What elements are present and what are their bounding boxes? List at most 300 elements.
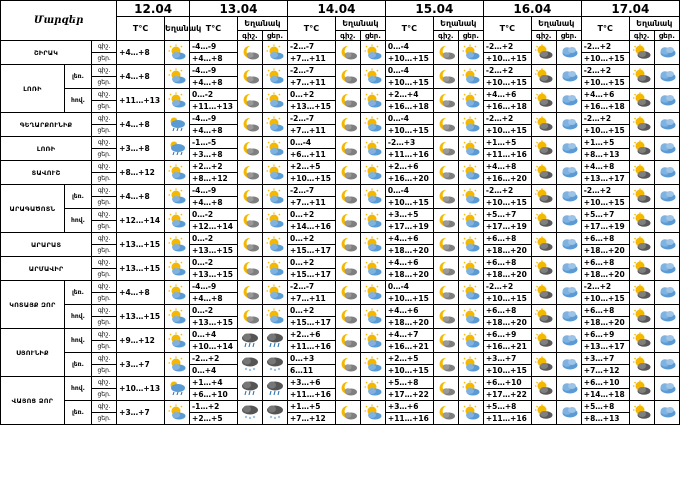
moon-cloudy-icon — [237, 209, 262, 233]
sunny-cloudy-icon — [165, 353, 190, 377]
temp-night: +2…+5 — [287, 161, 335, 173]
date-col-1: 12.04 — [117, 1, 190, 17]
sunny-cloudy-icon — [458, 209, 483, 233]
night-label: գիշ. — [92, 209, 117, 221]
cloudy-icon — [654, 185, 679, 209]
temp-night: 0…-4 — [385, 65, 433, 77]
temp-day: +13…+15 — [190, 317, 238, 329]
temp-night: -2…+2 — [581, 281, 629, 293]
temp-day: +18…+20 — [385, 269, 433, 281]
temp-night: +4…+7 — [385, 329, 433, 341]
temp-night: +4…+6 — [385, 305, 433, 317]
date-col-6: 17.04 — [581, 1, 679, 17]
cloudy-icon — [556, 401, 581, 425]
region-name: ԼՈՌԻ — [1, 65, 65, 113]
temp-night: -2…-7 — [287, 65, 335, 77]
temp-value: +13…+15 — [117, 305, 165, 329]
sunny-dark-cloud-icon — [531, 257, 556, 281]
day-label: ցեր. — [92, 173, 117, 185]
night-label: գիշ. — [92, 161, 117, 173]
night-label: գիշ. — [92, 113, 117, 125]
temp-night: -2…+2 — [581, 185, 629, 197]
cloudy-icon — [654, 377, 679, 401]
temp-day: +15…+17 — [287, 269, 335, 281]
moon-cloudy-icon — [237, 161, 262, 185]
temp-day: +15…+17 — [287, 317, 335, 329]
temp-day: +16…+21 — [483, 341, 531, 353]
cloudy-icon — [556, 65, 581, 89]
sunny-cloudy-icon — [165, 281, 190, 305]
sunny-cloudy-icon — [360, 401, 385, 425]
temp-day: +7…+11 — [287, 53, 335, 65]
region-name: ԱՐԱԳԱԾՈՏՆ — [1, 185, 65, 233]
temp-day: +14…+18 — [581, 389, 629, 401]
sunny-dark-cloud-icon — [629, 281, 654, 305]
temp-value: +10…+13 — [117, 377, 165, 401]
temp-night: +2…+6 — [287, 329, 335, 341]
cloudy-icon — [556, 305, 581, 329]
temp-day: +10…+15 — [483, 197, 531, 209]
temp-day: +10…+15 — [581, 53, 629, 65]
sunny-cloudy-icon — [360, 377, 385, 401]
sunny-cloudy-icon — [165, 209, 190, 233]
temp-day: +18…+20 — [385, 317, 433, 329]
temp-day: +10…+15 — [385, 53, 433, 65]
temp-night: +2…+2 — [190, 161, 238, 173]
temp-night: +1…+4 — [190, 377, 238, 389]
day-label: ցեր. — [92, 317, 117, 329]
temp-day: +11…+16 — [483, 149, 531, 161]
subregion-label: լեռ. — [64, 65, 91, 89]
temp-day: +10…+15 — [581, 197, 629, 209]
moon-cloudy-icon — [335, 377, 360, 401]
temp-day: +11…+16 — [385, 149, 433, 161]
day-label: ցեր. — [92, 245, 117, 257]
sunny-dark-cloud-icon — [629, 329, 654, 353]
temp-day: +16…+18 — [483, 101, 531, 113]
sunny-cloudy-icon — [458, 161, 483, 185]
sunny-dark-cloud-icon — [629, 377, 654, 401]
sunny-dark-cloud-icon — [629, 89, 654, 113]
temp-night: +6…+10 — [581, 377, 629, 389]
sunny-cloudy-icon — [165, 329, 190, 353]
sunny-cloudy-icon — [360, 89, 385, 113]
temp-day: +4…+8 — [190, 125, 238, 137]
temp-night: +5…+7 — [581, 209, 629, 221]
temp-night: 0…-2 — [190, 209, 238, 221]
night-label: գիշ. — [92, 185, 117, 197]
temp-day: +10…+15 — [483, 77, 531, 89]
sunny-cloudy-icon — [458, 305, 483, 329]
cloudy-icon — [556, 89, 581, 113]
temp-value: +12…+14 — [117, 209, 165, 233]
dark-cloud-rain-icon — [262, 329, 287, 353]
sunny-cloudy-icon — [458, 185, 483, 209]
moon-cloudy-icon — [433, 257, 458, 281]
cloudy-icon — [654, 209, 679, 233]
cloudy-icon — [654, 161, 679, 185]
night-label: գիշ. — [92, 377, 117, 389]
sunny-dark-cloud-icon — [629, 41, 654, 65]
sunny-cloudy-icon — [360, 137, 385, 161]
sunny-cloudy-icon — [360, 65, 385, 89]
day-label: ցեր. — [92, 389, 117, 401]
temp-night: +6…+8 — [581, 233, 629, 245]
night-header: գիշ. — [335, 31, 360, 41]
dark-cloud-snow-icon — [262, 401, 287, 425]
temp-day: +13…+15 — [190, 245, 238, 257]
moon-cloudy-icon — [237, 185, 262, 209]
night-header: գիշ. — [237, 31, 262, 41]
temp-night: -4…-9 — [190, 113, 238, 125]
night-label: գիշ. — [92, 41, 117, 53]
temp-value: +3…+7 — [117, 353, 165, 377]
temp-day: +10…+14 — [190, 341, 238, 353]
sunny-cloudy-icon — [165, 185, 190, 209]
temp-day: +11…+16 — [483, 413, 531, 425]
sunny-cloudy-icon — [360, 305, 385, 329]
temp-day: +10…+15 — [385, 125, 433, 137]
day-label: ցեր. — [92, 101, 117, 113]
cloudy-icon — [556, 161, 581, 185]
temp-night: +2…+6 — [385, 161, 433, 173]
temp-day: +18…+20 — [581, 317, 629, 329]
sunny-dark-cloud-icon — [531, 185, 556, 209]
moon-cloudy-icon — [433, 401, 458, 425]
temp-night: +1…+5 — [287, 401, 335, 413]
sunny-cloudy-icon — [262, 233, 287, 257]
temp-day: +18…+20 — [483, 245, 531, 257]
temp-day: +10…+15 — [483, 293, 531, 305]
sunny-cloudy-icon — [262, 161, 287, 185]
temp-value: +4…+8 — [117, 185, 165, 209]
cloudy-icon — [556, 233, 581, 257]
temp-night: +3…+7 — [483, 353, 531, 365]
temp-day: +10…+15 — [385, 293, 433, 305]
temp-day: +3…+8 — [190, 149, 238, 161]
weather-header: Եղանակ — [629, 17, 679, 31]
temp-night: +5…+8 — [581, 401, 629, 413]
sunny-cloudy-icon — [262, 89, 287, 113]
moon-cloudy-icon — [335, 401, 360, 425]
dark-cloud-rain-icon — [237, 329, 262, 353]
temp-night: 0…+2 — [287, 305, 335, 317]
temp-day: +16…+20 — [385, 173, 433, 185]
temp-night: 0…-2 — [190, 257, 238, 269]
sunny-dark-cloud-icon — [629, 233, 654, 257]
temp-day: +8…+13 — [581, 413, 629, 425]
temp-day: +17…+19 — [581, 221, 629, 233]
temp-day: +13…+15 — [287, 101, 335, 113]
temp-value: +8…+12 — [117, 161, 165, 185]
sunny-dark-cloud-icon — [629, 137, 654, 161]
temp-day: +4…+8 — [190, 53, 238, 65]
sunny-cloudy-icon — [262, 185, 287, 209]
temp-night: -2…+2 — [483, 65, 531, 77]
temp-night: -2…-7 — [287, 185, 335, 197]
region-row-night — [1, 305, 680, 317]
temp-day: +4…+8 — [190, 77, 238, 89]
temp-header: T°C — [483, 17, 531, 41]
sunny-dark-cloud-icon — [531, 353, 556, 377]
temp-night: -1…+2 — [190, 401, 238, 413]
temp-value: +13…+15 — [117, 233, 165, 257]
region-row-night — [1, 137, 680, 149]
moon-cloudy-icon — [433, 185, 458, 209]
temp-night: +4…+6 — [581, 89, 629, 101]
day-label: ցեր. — [92, 53, 117, 65]
temp-day: +10…+15 — [581, 125, 629, 137]
temp-night: +3…+7 — [581, 353, 629, 365]
temp-night: 0…-4 — [385, 41, 433, 53]
night-label: գիշ. — [92, 89, 117, 101]
temp-value: +4…+8 — [117, 65, 165, 89]
sunny-dark-cloud-icon — [531, 401, 556, 425]
temp-night: +2…+5 — [385, 353, 433, 365]
night-label: գիշ. — [92, 353, 117, 365]
sunny-cloudy-icon — [360, 257, 385, 281]
temp-night: -2…-7 — [287, 281, 335, 293]
moon-cloudy-icon — [335, 113, 360, 137]
sunny-dark-cloud-icon — [531, 209, 556, 233]
temp-day: +11…+16 — [287, 341, 335, 353]
temp-day: +14…+16 — [287, 221, 335, 233]
temp-day: +10…+15 — [287, 173, 335, 185]
temp-night: -4…-9 — [190, 41, 238, 53]
cloudy-icon — [654, 65, 679, 89]
sunny-dark-cloud-icon — [629, 113, 654, 137]
sunny-cloudy-icon — [360, 353, 385, 377]
day-label: ցեր. — [92, 293, 117, 305]
temp-night: +6…+8 — [483, 305, 531, 317]
moon-cloudy-icon — [433, 137, 458, 161]
temp-day: +6…+11 — [287, 149, 335, 161]
day-header: ցեր. — [262, 31, 287, 41]
temp-day: +18…+20 — [483, 269, 531, 281]
region-name: ԱՐՄԱՎԻՐ — [1, 257, 92, 281]
temp-day: +11…+13 — [190, 101, 238, 113]
temp-value: +4…+8 — [117, 113, 165, 137]
cloud-rain-icon — [165, 113, 190, 137]
sunny-cloudy-icon — [165, 401, 190, 425]
sunny-dark-cloud-icon — [629, 161, 654, 185]
cloudy-icon — [556, 377, 581, 401]
sunny-cloudy-icon — [458, 113, 483, 137]
cloudy-icon — [556, 209, 581, 233]
temp-header: T°C — [190, 17, 238, 41]
sunny-cloudy-icon — [458, 377, 483, 401]
region-row-night — [1, 281, 680, 293]
temp-night: +4…+8 — [581, 161, 629, 173]
temp-value: +9…+12 — [117, 329, 165, 353]
temp-day: +17…+22 — [385, 389, 433, 401]
temp-night: +5…+7 — [483, 209, 531, 221]
temp-night: -2…+2 — [483, 113, 531, 125]
temp-value: +4…+8 — [117, 41, 165, 65]
moon-cloudy-icon — [237, 257, 262, 281]
temp-night: -4…-9 — [190, 281, 238, 293]
sunny-cloudy-icon — [360, 161, 385, 185]
sunny-dark-cloud-icon — [531, 305, 556, 329]
temp-night: -2…+2 — [190, 353, 238, 365]
temp-value: +3…+8 — [117, 137, 165, 161]
temp-night: -2…+3 — [385, 137, 433, 149]
night-label: գիշ. — [92, 305, 117, 317]
temp-day: +13…+15 — [190, 269, 238, 281]
sunny-cloudy-icon — [262, 209, 287, 233]
cloudy-icon — [654, 89, 679, 113]
sunny-dark-cloud-icon — [629, 305, 654, 329]
day-label: ցեր. — [92, 341, 117, 353]
temp-day: +4…+8 — [190, 293, 238, 305]
temp-header: T°C — [581, 17, 629, 41]
temp-day: +13…+17 — [581, 173, 629, 185]
region-name: ՇԻՐԱԿ — [1, 41, 92, 65]
moon-cloudy-icon — [433, 377, 458, 401]
dark-cloud-rain-icon — [262, 377, 287, 401]
moon-cloudy-icon — [335, 41, 360, 65]
day-header: ցեր. — [360, 31, 385, 41]
sunny-cloudy-icon — [165, 41, 190, 65]
temp-night: +6…+10 — [483, 377, 531, 389]
temp-night: -1…-5 — [190, 137, 238, 149]
cloudy-icon — [654, 353, 679, 377]
cloud-rain-icon — [165, 377, 190, 401]
night-header: գիշ. — [629, 31, 654, 41]
moon-cloudy-icon — [335, 137, 360, 161]
sunny-cloudy-icon — [262, 113, 287, 137]
moon-cloudy-icon — [335, 185, 360, 209]
subregion-label: հով. — [64, 377, 91, 401]
sunny-dark-cloud-icon — [531, 137, 556, 161]
temp-day: +7…+11 — [287, 197, 335, 209]
weather-header: Եղանակ — [531, 17, 581, 31]
sunny-dark-cloud-icon — [629, 209, 654, 233]
sunny-dark-cloud-icon — [531, 281, 556, 305]
sunny-dark-cloud-icon — [531, 113, 556, 137]
temp-night: 0…+2 — [287, 233, 335, 245]
temp-day: +10…+15 — [581, 293, 629, 305]
moon-cloudy-icon — [237, 305, 262, 329]
temp-day: +7…+12 — [287, 413, 335, 425]
temp-night: +3…+5 — [385, 209, 433, 221]
moon-cloudy-icon — [237, 113, 262, 137]
weather-header: Եղանակ — [165, 17, 190, 41]
temp-header: T°C — [287, 17, 335, 41]
temp-night: +3…+6 — [385, 401, 433, 413]
sunny-cloudy-icon — [360, 113, 385, 137]
temp-day: +15…+17 — [287, 245, 335, 257]
sunny-cloudy-icon — [458, 89, 483, 113]
sunny-dark-cloud-icon — [531, 233, 556, 257]
day-label: ցեր. — [92, 365, 117, 377]
temp-night: 0…-4 — [385, 185, 433, 197]
temp-day: +6…+10 — [190, 389, 238, 401]
day-label: ցեր. — [92, 197, 117, 209]
temp-night: +4…+6 — [385, 233, 433, 245]
region-row-night — [1, 41, 680, 53]
moon-cloudy-icon — [335, 281, 360, 305]
moon-cloudy-icon — [335, 329, 360, 353]
temp-day: +11…+16 — [385, 413, 433, 425]
temp-night: -2…+2 — [483, 185, 531, 197]
temp-night: +6…+9 — [581, 329, 629, 341]
region-name: ԱՐԱՐԱՏ — [1, 233, 92, 257]
moon-cloudy-icon — [335, 353, 360, 377]
temp-night: 0…-4 — [385, 113, 433, 125]
temp-day: +2…+5 — [190, 413, 238, 425]
sunny-cloudy-icon — [165, 89, 190, 113]
region-row-night — [1, 89, 680, 101]
sunny-cloudy-icon — [458, 329, 483, 353]
temp-value: +11…+13 — [117, 89, 165, 113]
weather-header: Եղանակ — [433, 17, 483, 31]
temp-day: 6…11 — [287, 365, 335, 377]
moon-cloudy-icon — [433, 353, 458, 377]
sunny-cloudy-icon — [165, 305, 190, 329]
sunny-cloudy-icon — [458, 401, 483, 425]
sunny-cloudy-icon — [165, 257, 190, 281]
sunny-dark-cloud-icon — [531, 41, 556, 65]
day-label: ցեր. — [92, 125, 117, 137]
moon-cloudy-icon — [237, 137, 262, 161]
temp-day: +17…+19 — [483, 221, 531, 233]
temp-day: +7…+11 — [287, 293, 335, 305]
temp-day: +16…+20 — [483, 173, 531, 185]
day-header: ցեր. — [654, 31, 679, 41]
dark-cloud-snow-icon — [262, 353, 287, 377]
sunny-cloudy-icon — [360, 41, 385, 65]
temp-day: +18…+20 — [581, 245, 629, 257]
cloudy-icon — [654, 257, 679, 281]
temp-night: 0…+3 — [287, 353, 335, 365]
temp-day: +7…+11 — [287, 77, 335, 89]
sunny-cloudy-icon — [458, 65, 483, 89]
day-header: ցեր. — [458, 31, 483, 41]
moon-cloudy-icon — [433, 209, 458, 233]
moon-cloudy-icon — [433, 161, 458, 185]
temp-night: +4…+6 — [385, 257, 433, 269]
sunny-cloudy-icon — [262, 137, 287, 161]
cloudy-icon — [556, 137, 581, 161]
temp-value: +4…+8 — [117, 281, 165, 305]
date-col-4: 15.04 — [385, 1, 483, 17]
temp-night: -2…+2 — [581, 41, 629, 53]
temp-night: +6…+8 — [581, 305, 629, 317]
moon-cloudy-icon — [237, 281, 262, 305]
temp-night: +4…+6 — [483, 89, 531, 101]
sunny-cloudy-icon — [165, 233, 190, 257]
moon-cloudy-icon — [335, 65, 360, 89]
day-label: ցեր. — [92, 221, 117, 233]
temp-night: 0…-4 — [385, 281, 433, 293]
subregion-label: հով. — [64, 209, 91, 233]
moon-cloudy-icon — [433, 41, 458, 65]
moon-cloudy-icon — [237, 41, 262, 65]
sunny-dark-cloud-icon — [629, 401, 654, 425]
region-row-night — [1, 329, 680, 341]
temp-day: +17…+22 — [483, 389, 531, 401]
weather-header: Եղանակ — [237, 17, 287, 31]
moon-cloudy-icon — [237, 89, 262, 113]
sunny-cloudy-icon — [262, 65, 287, 89]
cloudy-icon — [654, 281, 679, 305]
cloudy-icon — [654, 401, 679, 425]
moon-cloudy-icon — [335, 89, 360, 113]
night-label: գիշ. — [92, 137, 117, 149]
temp-night: -2…+2 — [581, 65, 629, 77]
temp-night: -2…+2 — [483, 281, 531, 293]
